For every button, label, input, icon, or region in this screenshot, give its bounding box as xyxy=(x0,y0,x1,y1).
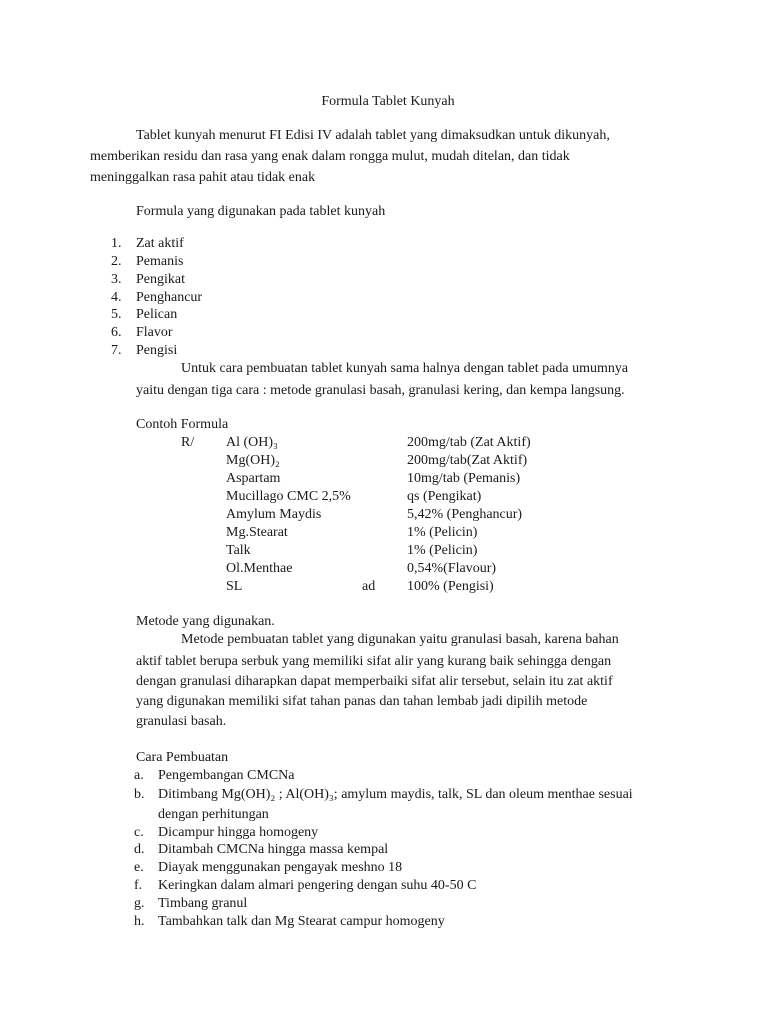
step-text: Diayak menggunakan pengayak meshno 18 xyxy=(158,860,403,875)
document-title: Formula Tablet Kunyah xyxy=(321,94,455,109)
list-item-number: 6. xyxy=(111,325,122,340)
recipe-ingredient: Mg(OH)₂ xyxy=(226,453,280,468)
recipe-ingredient: Mucillago CMC 2,5% xyxy=(226,489,351,504)
list-item: Pemanis xyxy=(136,254,184,269)
step-letter: d. xyxy=(134,842,145,857)
step-letter: f. xyxy=(134,878,143,893)
recipe-ingredient: Ol.Menthae xyxy=(226,561,293,576)
method-text-line-4: yang digunakan memiliki sifat tahan panas dan tahan lembab jadi dipilih metode xyxy=(136,694,588,709)
recipe-extra: ad xyxy=(362,579,376,594)
recipe-ingredient: Amylum Maydis xyxy=(226,507,322,522)
step-text: Pengembangan CMCNa xyxy=(158,768,295,783)
recipe-amount: 1% (Pelicin) xyxy=(407,525,478,540)
list-item-number: 2. xyxy=(111,254,122,269)
recipe-amount: 1% (Pelicin) xyxy=(407,543,478,558)
list-item: Pengisi xyxy=(136,343,178,358)
recipe-amount: 0,54%(Flavour) xyxy=(407,561,497,576)
method-text-line-1: Metode pembuatan tablet yang digunakan yaitu granulasi basah, karena bahan xyxy=(181,632,619,647)
list-item: Pengikat xyxy=(136,272,185,287)
step-text: Ditambah CMCNa hingga massa kempal xyxy=(158,842,389,857)
step-letter: e. xyxy=(134,860,144,875)
recipe-amount: 10mg/tab (Pemanis) xyxy=(407,471,521,486)
step-letter: h. xyxy=(134,914,145,929)
list-item-number: 5. xyxy=(111,307,122,322)
list-item: Penghancur xyxy=(136,290,203,305)
recipe-amount: 200mg/tab(Zat Aktif) xyxy=(407,453,528,468)
list-item-number: 7. xyxy=(111,343,122,358)
list-item-number: 1. xyxy=(111,236,122,251)
step-letter: c. xyxy=(134,825,144,840)
example-heading: Contoh Formula xyxy=(136,417,229,432)
list-item-number: 4. xyxy=(111,290,122,305)
recipe-ingredient: Al (OH)₃ xyxy=(226,435,278,450)
recipe-amount: 100% (Pengisi) xyxy=(407,579,494,594)
step-text-continued: dengan perhitungan xyxy=(158,807,269,822)
method-text-line-2: aktif tablet berupa serbuk yang memiliki sifat alir yang kurang baik sehingga dengan xyxy=(136,654,612,669)
step-text: Timbang granul xyxy=(158,896,248,911)
recipe-amount: 200mg/tab (Zat Aktif) xyxy=(407,435,531,450)
method-text-line-5: granulasi basah. xyxy=(136,714,227,729)
method-intro-line-2: yaitu dengan tiga cara : metode granulasi basah, granulasi kering, dan kempa langsung. xyxy=(136,383,625,398)
formula-heading: Formula yang digunakan pada tablet kunyah xyxy=(136,204,386,219)
list-item: Flavor xyxy=(136,325,173,340)
recipe-ingredient: Mg.Stearat xyxy=(226,525,288,540)
steps-heading: Cara Pembuatan xyxy=(136,750,229,765)
intro-line-2: memberikan residu dan rasa yang enak dalam rongga mulut, mudah ditelan, dan tidak xyxy=(90,149,570,164)
list-item: Pelican xyxy=(136,307,178,322)
recipe-ingredient: SL xyxy=(226,579,243,594)
recipe-ingredient: Talk xyxy=(226,543,251,558)
step-letter: b. xyxy=(134,787,145,802)
step-text: Ditimbang Mg(OH)₂ ; Al(OH)₃; amylum maydis, talk, SL dan oleum menthae sesuai xyxy=(158,787,633,802)
intro-line-3: meninggalkan rasa pahit atau tidak enak xyxy=(90,170,316,185)
method-text-line-3: dengan granulasi diharapkan dapat memperbaiki sifat alir tersebut, selain itu zat aktif xyxy=(136,674,613,689)
step-letter: g. xyxy=(134,896,145,911)
step-text: Keringkan dalam almari pengering dengan suhu 40-50 C xyxy=(158,878,477,893)
recipe-amount: qs (Pengikat) xyxy=(407,489,482,504)
recipe-amount: 5,42% (Penghancur) xyxy=(407,507,523,522)
step-text: Dicampur hingga homogeny xyxy=(158,825,319,840)
recipe-ingredient: Aspartam xyxy=(226,471,281,486)
method-heading: Metode yang digunakan. xyxy=(136,614,275,629)
list-item: Zat aktif xyxy=(136,236,184,251)
method-intro-line-1: Untuk cara pembuatan tablet kunyah sama halnya dengan tablet pada umumnya xyxy=(181,361,629,376)
intro-line-1: Tablet kunyah menurut FI Edisi IV adalah tablet yang dimaksudkan untuk dikunyah, xyxy=(136,128,610,143)
list-item-number: 3. xyxy=(111,272,122,287)
step-text: Tambahkan talk dan Mg Stearat campur homogeny xyxy=(158,914,445,929)
step-letter: a. xyxy=(134,768,144,783)
recipe-prefix: R/ xyxy=(181,435,195,450)
